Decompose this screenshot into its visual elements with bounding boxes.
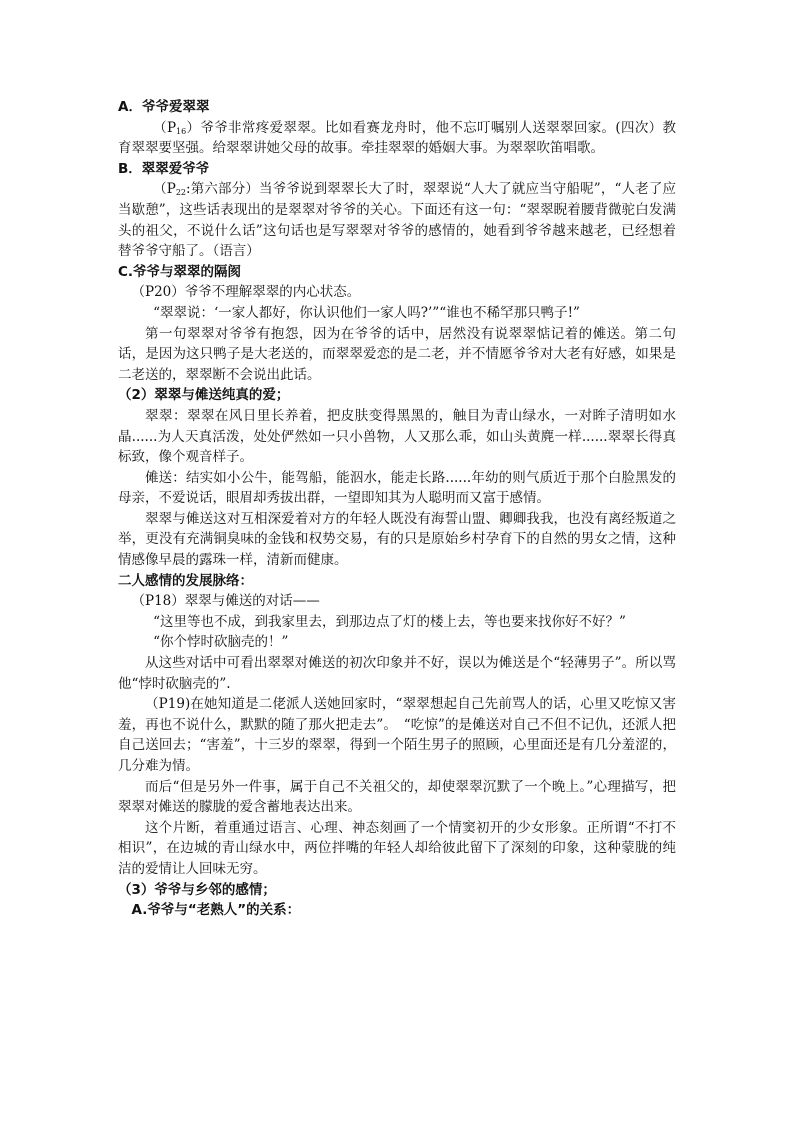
paragraph-dialogue-ref: （P18）翠翠与傩送的对话—— [131, 593, 320, 610]
paragraph-cuicui: 翠翠：翠翠在风日里长养着，把皮肤变得黑黑的，触目为青山绿水，一对眸子清明如水晶......为人天真活泼，处处俨然如一只小兽物，人又那么乖，如山头黄麂一样......翠翠长得真标致，像个观音样子。 [118, 407, 676, 466]
heading-a: A．爷爷爱翠翠 [118, 99, 210, 115]
paragraph-c-ref: （P20）爷爷不理解翠翠的内心状态。 [131, 284, 361, 301]
paragraph-dev-4: 这个片断，着重通过语言、心理、神态刻画了一个情窦初开的少女形象。正所谓“不打不相识”，在边城的青山绿水中，两位拌嘴的年轻人却给彼此留下了深刻的印象，这种蒙胧的纯洁的爱情让人回味无穷。 [118, 819, 676, 877]
heading-section-3: （3）爷爷与乡邻的感情； [118, 881, 276, 898]
paragraph-dev-3: 而后“但是另外一件事，属于自己不关祖父的，却使翠翠沉默了一个晚上。”心理描写，把翠翠对傩送的朦胧的爱含蓄地表达出来。 [118, 778, 676, 816]
ref-b-sub: 22 [175, 188, 187, 198]
paragraph-dev-1: 从这些对话中可看出翠翠对傩送的初次印象并不好，误以为傩送是个“轻薄男子”。所以骂他“悖时砍脑壳的”. [118, 655, 676, 692]
paragraph-a-text: ）爷爷非常疼爱翠翠。比如看赛龙舟时，他不忘叮嘱别人送翠翠回家。(四次）教育翠翠要坚强。给翠翠讲她父母的故事。牵挂翠翠的婚姻大事。为翠翠吹笛唱歌。 [118, 119, 676, 157]
ref-a-sub: 16 [176, 126, 187, 136]
paragraph-dialogue-quote-1: “这里等也不成，到我家里去，到那边点了灯的楼上去，等也要来找你好不好？” [153, 613, 626, 630]
paragraph-a: $(P_{16})$爷爷非常疼爱翠翠。比如看赛龙舟时，他不忘叮嘱别人送翠翠回家。(四次）教育翠翠要坚强。给翠翠讲她父母的故事。牵挂翠翠的婚姻大事。为翠翠吹笛唱歌。 [118, 119, 676, 157]
paragraph-nuosong: 傩送：结实如小公牛，能驾船，能泅水，能走长路......年幼的则气质近于那个白脸黑发的母亲，不爱说话，眼眉却秀拔出群，一望即知其为人聪明而又富于感情。 [118, 469, 676, 507]
ref-a: P [166, 119, 177, 136]
paragraph-love: 翠翠与傩送这对互相深爱着对方的年轻人既没有海誓山盟、卿卿我我，也没有离经叛道之举，更没有充满铜臭味的金钱和权势交易，有的只是原始乡村孕育下的自然的男女之情，这种情感像早晨的露珠一样，清新而健康。 [118, 510, 676, 569]
paragraph-c-quote: “翠翠说：‘一家人都好，你认识他们一家人吗?’”“谁也不稀罕那只鸭子!” [153, 304, 580, 321]
heading-b: B．翠翠爱爷爷 [118, 160, 210, 177]
paragraph-dev-2: （P19)在她知道是二佬派人送她回家时，“翠翠想起自己先前骂人的话，心里又吃惊又害羞，再也不说什么，默默的随了那火把走去”。 “吃惊”的是傩送对自己不但不记仇，还派人把自己送回去；“害羞”，十三岁的翠翠，得到一个陌生男子的照顾，心里面还是有几分羞涩的，几分难为情。 [118, 696, 676, 774]
paragraph-dialogue-quote-2: “你个悖时砍脑壳的！” [153, 634, 289, 651]
heading-section-3-a: A.爷爷与“老熟人”的关系： [131, 902, 301, 919]
paragraph-b-text: :第六部分）当爷爷说到翠翠长大了时，翠翠说“人大了就应当守船呢”，“人老了应当歇憩”，这些话表现出的是翠翠对爷爷的关心。下面还有这一句：“翠翠睨着腰背微驼白发满头的祖父，不说什么话”这句话也是写翠翠对爷爷的感情的，她看到爷爷越来越老，已经想着替爷爷守船了。（语言） [118, 181, 676, 260]
paragraph-b: （$P_{22}$:第六部分）当爷爷说到翠翠长大了时，翠翠说“人大了就应当守船呢”，“人老了应当歇憩”，这些话表现出的是翠翠对爷爷的关心。下面还有这一句：“翠翠睨着腰背微驼白发满头的祖父，不说什么话”这句话也是写翠翠对爷爷的感情的，她看到爷爷越来越老，已经想着替爷爷守船了。（语言） [118, 181, 676, 260]
document-page [118, 97, 676, 921]
heading-development: 二人感情的发展脉络： [118, 572, 253, 589]
paragraph-c-body: 第一句翠翠对爷爷有抱怨，因为在爷爷的话中，居然没有说翠翠惦记着的傩送。第二句话，是因为这只鸭子是大老送的，而翠翠爱恋的是二老，并不情愿爷爷对大老有好感，如果是二老送的，翠翠断不会说出此话。 [118, 325, 676, 383]
heading-c: C.爷爷与翠翠的隔阂 [118, 263, 242, 280]
ref-b: P [166, 181, 176, 198]
heading-section-2: （2）翠翠与傩送纯真的爱； [118, 387, 290, 404]
